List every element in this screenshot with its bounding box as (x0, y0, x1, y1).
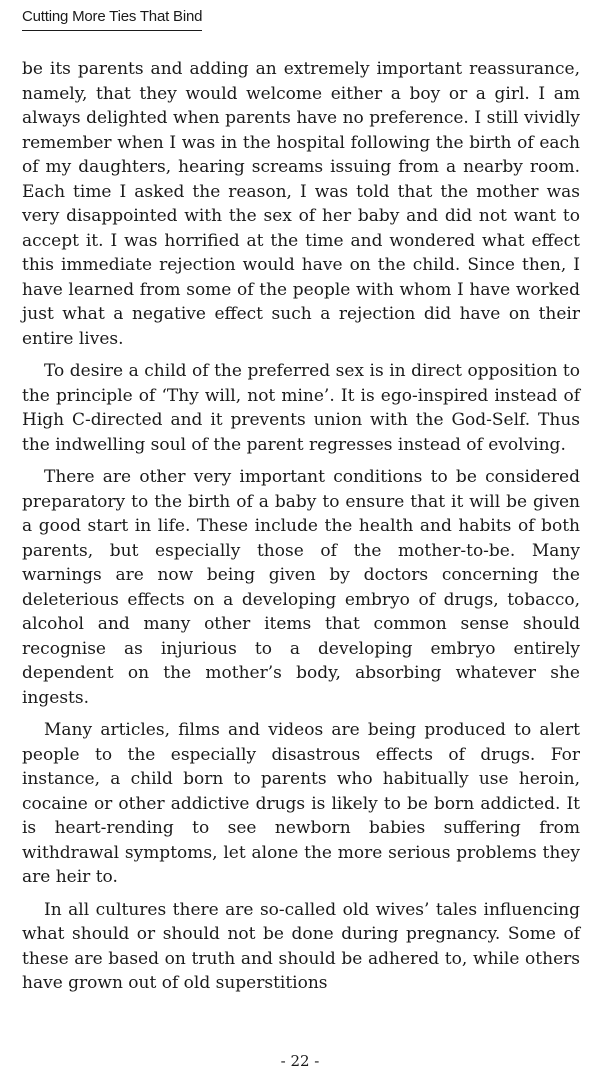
running-head: Cutting More Ties That Bind (22, 8, 202, 31)
paragraph: In all cultures there are so-called old wives’ tales influencing what should or should not be done during pregnancy. Some of these are based on truth and should be adhered to, while others have grown out of old superstitions (22, 899, 580, 993)
paragraph: There are other very important conditions to be considered preparatory to the birth of a baby to ensure that it will be given a good start in life. These include the health and habits of both parents, but especially those of the mother-to-be. Many warnings are now being given by doctors concerning the deleterious effects on a developing embryo of drugs, tobacco, alcohol and many other items that common sense should recognise as injurious to a developing embryo entirely dependent on the mother’s body, absorbing whatever she ingests. (22, 467, 580, 708)
paragraph: To desire a child of the preferred sex is in direct opposition to the principle of ‘Thy will, not mine’. It is ego-inspired instead of High C-directed and it prevents union with the God-Self. Thus the indwelling soul of the parent regresses instead of evolving. (22, 361, 580, 455)
paragraph: Many articles, films and videos are being produced to alert people to the especially disastrous effects of drugs. For instance, a child born to parents who habitually use heroin, cocaine or other addictive drugs is likely to be born addicted. It is heart-rending to see newborn babies suffering from withdrawal symptoms, let alone the more serious problems they are heir to. (22, 720, 580, 887)
body-text (22, 57, 580, 996)
page-number: - 22 - (280, 1052, 320, 1070)
paragraph: be its parents and adding an extremely important reassurance, namely, that they would welcome either a boy or a girl. I am always delighted when parents have no preference. I still vividly remember when I was in the hospital following the birth of each of my daughters, hearing screams issuing from a nearby room. Each time I asked the reason, I was told that the mother was very disappointed with the sex of her baby and did not want to accept it. I was horrified at the time and wondered what effect this immediate rejection would have on the child. Since then, I have learned from some of the people with whom I have worked just what a negative effect such a rejection did have on their entire lives. (22, 59, 580, 349)
